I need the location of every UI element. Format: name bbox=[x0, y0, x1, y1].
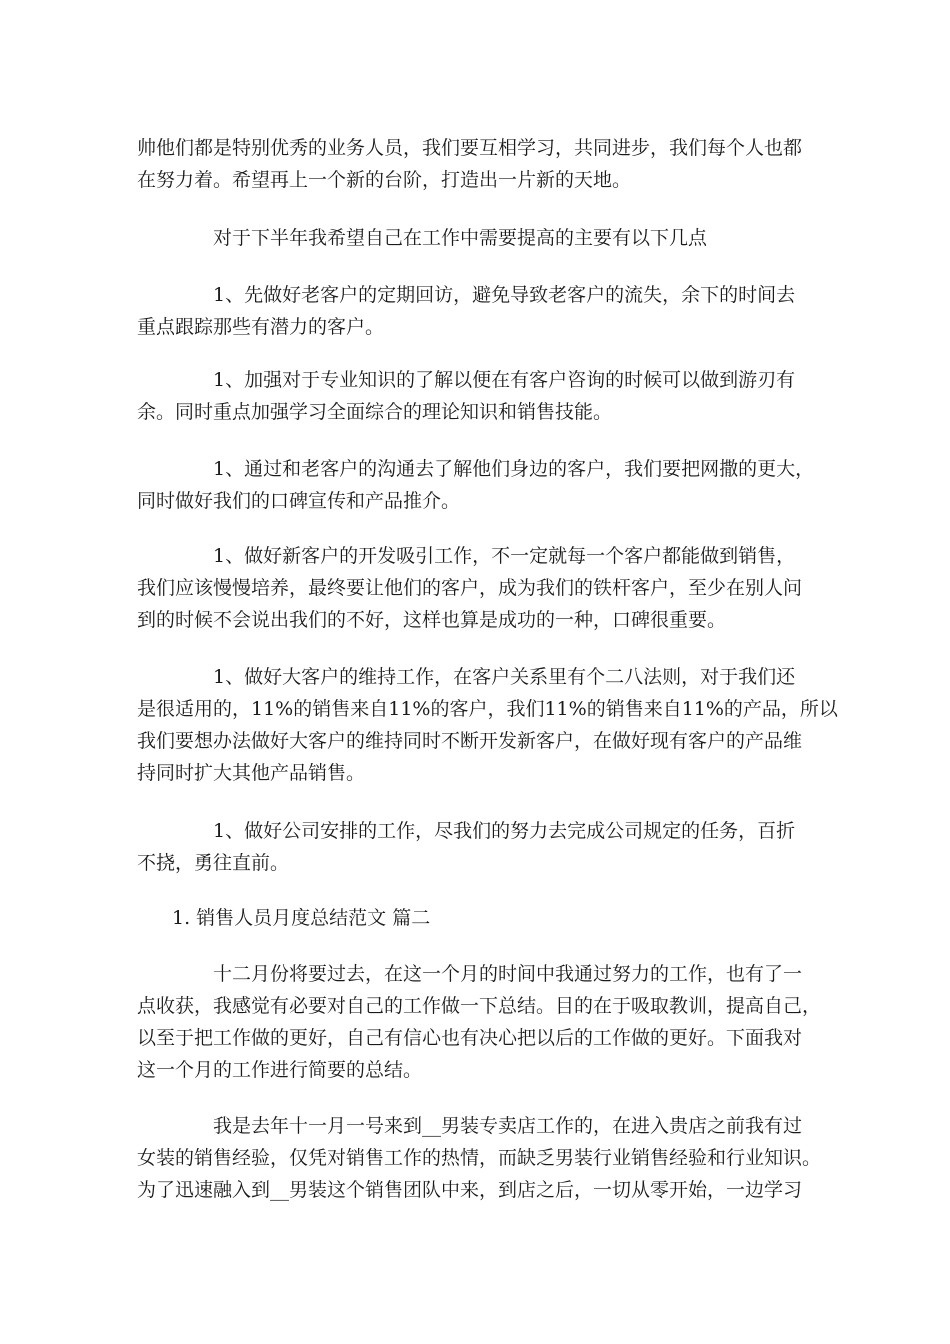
text-line: 我是去年十一月一号来到__男装专卖店工作的，在进入贵店之前我有过 bbox=[213, 1115, 803, 1137]
text-line: 帅他们都是特别优秀的业务人员，我们要互相学习，共同进步，我们每个人也都 bbox=[137, 137, 803, 159]
paragraph-improvement-intro bbox=[137, 222, 817, 254]
paragraph-item-key-accounts bbox=[137, 661, 838, 789]
paragraph-team-learning bbox=[137, 132, 817, 196]
text-line: 不挠，勇往直前。 bbox=[137, 852, 290, 874]
text-line: 为了迅速融入到__男装这个销售团队中来，到店之后，一切从零开始，一边学习 bbox=[137, 1179, 803, 1201]
paragraph-december-summary bbox=[137, 958, 822, 1086]
text-line: 以至于把工作做的更好，自己有信心也有决心把以后的工作做的更好。下面我对 bbox=[137, 1027, 803, 1049]
text-line: 在努力着。希望再上一个新的台阶，打造出一片新的天地。 bbox=[137, 169, 632, 191]
text-line: 我们要想办法做好大客户的维持同时不断开发新客户，在做好现有客户的产品维 bbox=[137, 730, 803, 752]
paragraph-store-start bbox=[137, 1110, 822, 1206]
text-line: 持同时扩大其他产品销售。 bbox=[137, 762, 366, 784]
text-line: 十二月份将要过去，在这一个月的时间中我通过努力的工作，也有了一 bbox=[213, 963, 803, 985]
text-line: 同时做好我们的口碑宣传和产品推介。 bbox=[137, 490, 461, 512]
text-line: 1、加强对于专业知识的了解以便在有客户咨询的时候可以做到游刃有 bbox=[213, 369, 796, 391]
text-line: 点收获，我感觉有必要对自己的工作做一下总结。目的在于吸取教训，提高自己， bbox=[137, 995, 822, 1017]
paragraph-item-network bbox=[137, 453, 817, 517]
text-line: 对于下半年我希望自己在工作中需要提高的主要有以下几点 bbox=[213, 227, 708, 249]
text-line: 重点跟踪那些有潜力的客户。 bbox=[137, 316, 385, 338]
text-line: 是很适用的，11%的销售来自11%的客户，我们11%的销售来自11%的产品，所以 bbox=[137, 698, 838, 720]
text-line: 这一个月的工作进行简要的总结。 bbox=[137, 1059, 423, 1081]
section-heading bbox=[172, 902, 852, 934]
text-line: 1、做好大客户的维持工作，在客户关系里有个二八法则，对于我们还 bbox=[213, 666, 796, 688]
text-line: 1、做好新客户的开发吸引工作，不一定就每一个客户都能做到销售， bbox=[213, 545, 796, 567]
paragraph-item-revisit bbox=[137, 279, 817, 343]
text-line: 余。同时重点加强学习全面综合的理论知识和销售技能。 bbox=[137, 401, 613, 423]
text-line: 女装的销售经验，仅凭对销售工作的热情，而缺乏男装行业销售经验和行业知识。 bbox=[137, 1147, 822, 1169]
paragraph-item-new-clients bbox=[137, 540, 817, 636]
section-heading-text: 1. 销售人员月度总结范文 篇二 bbox=[172, 907, 431, 929]
text-line: 1、先做好老客户的定期回访，避免导致老客户的流失，余下的时间去 bbox=[213, 284, 796, 306]
text-line: 1、通过和老客户的沟通去了解他们身边的客户，我们要把网撒的更大， bbox=[213, 458, 815, 480]
text-line: 1、做好公司安排的工作，尽我们的努力去完成公司规定的任务，百折 bbox=[213, 820, 796, 842]
paragraph-item-knowledge bbox=[137, 364, 817, 428]
paragraph-item-company-tasks bbox=[137, 815, 817, 879]
text-line: 我们应该慢慢培养，最终要让他们的客户，成为我们的铁杆客户，至少在别人问 bbox=[137, 577, 803, 599]
text-line: 到的时候不会说出我们的不好，这样也算是成功的一种，口碑很重要。 bbox=[137, 609, 727, 631]
